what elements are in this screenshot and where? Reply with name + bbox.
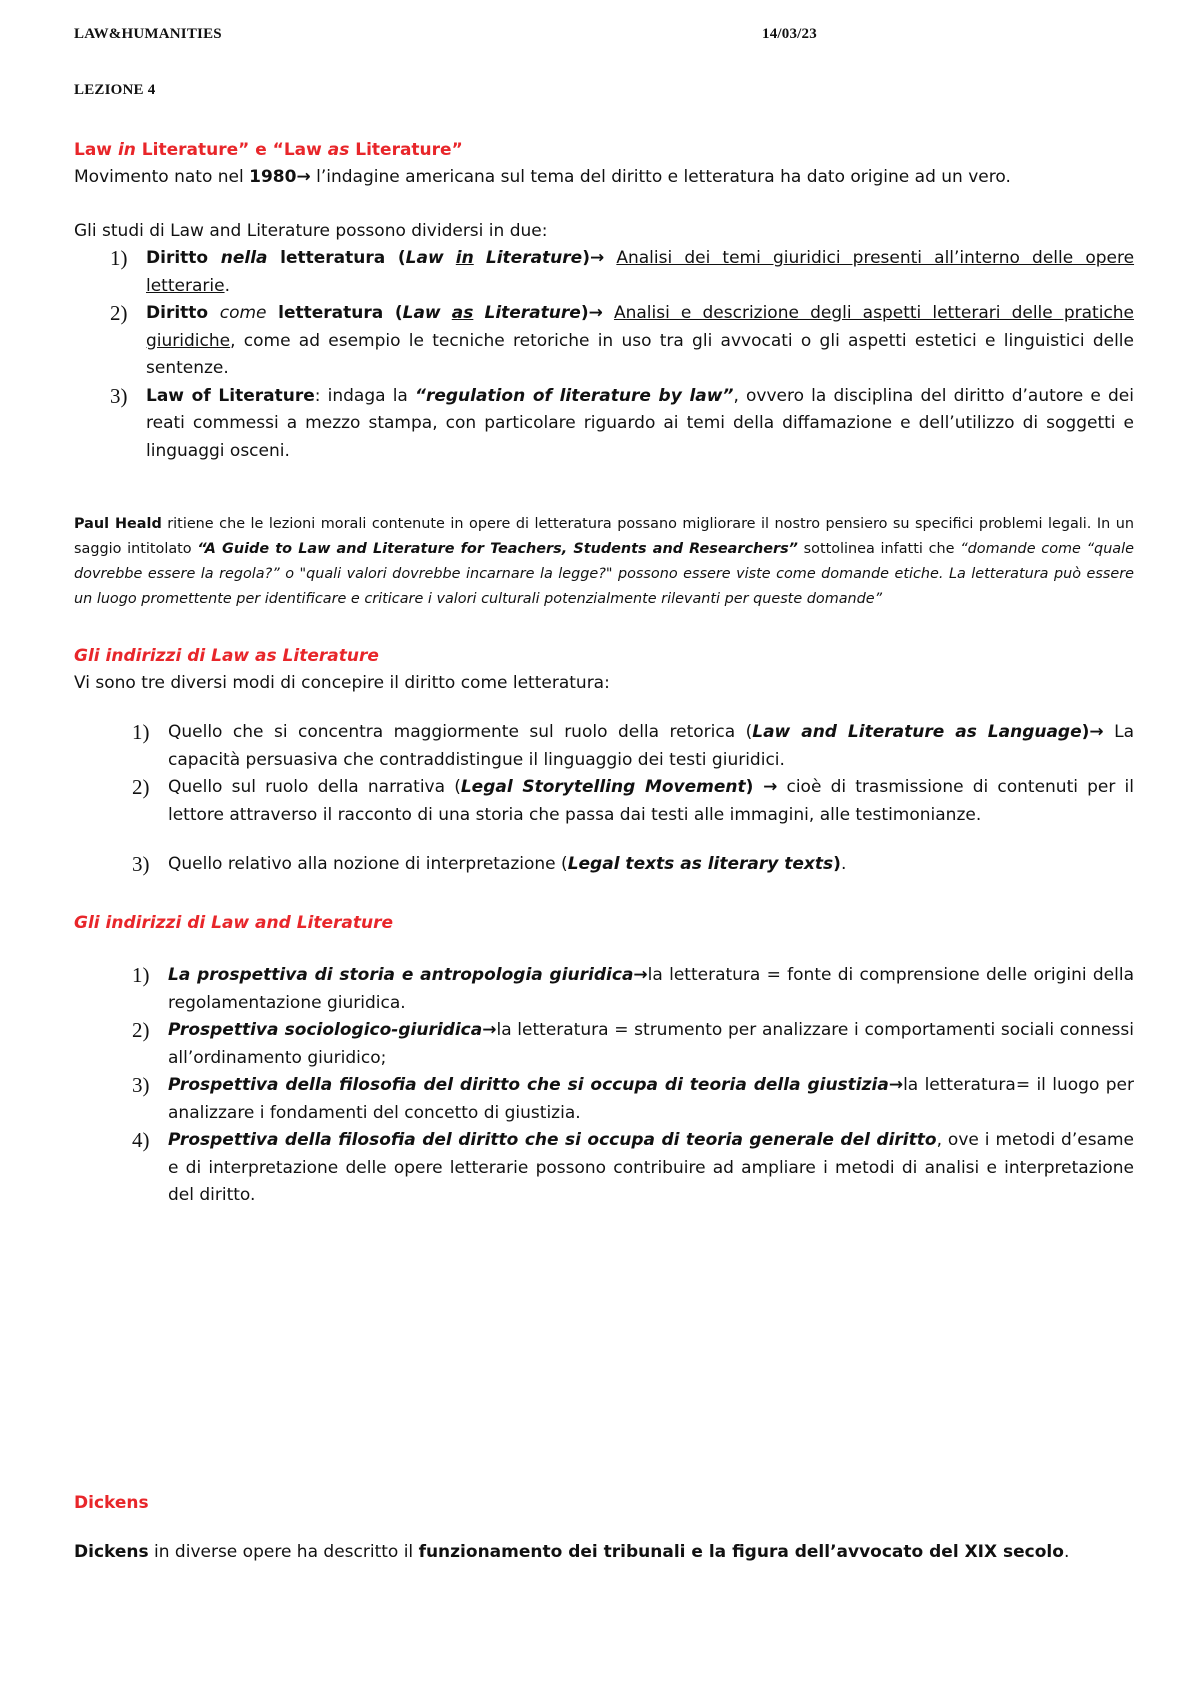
list-item: 1) Quello che si concentra maggiormente sul ruolo della retorica (Law and Literature as Language)→ La capacità persuasiva che contraddistingue il linguaggio dei testi giuridici.: [132, 720, 1135, 770]
list-item: 3) Law of Literature: indaga la “regulation of literature by law”, ovvero la disciplina del diritto d’autore e dei reati commessi a mezzo stampa, con particolare riguardo ai temi della diffamazione e dell’utilizzo di soggetti e linguaggi osceni.: [110, 383, 1134, 461]
section-intro: Movimento nato nel 1980→ l’indagine americana sul tema del diritto e letteratura ha dato origine ad un vero.: [74, 167, 1011, 187]
section-title: Gli indirizzi di Law as Literature: [74, 646, 379, 666]
list-item: 2) Quello sul ruolo della narrativa (Legal Storytelling Movement) → cioè di trasmissione di contenuti per il lettore attraverso il racconto di una storia che passa dai testi alle immagini, alle testimonianze.: [132, 775, 1134, 825]
list-item: 1) La prospettiva di storia e antropologia giuridica→la letteratura = fonte di comprensione delle origini della regolamentazione giuridica.: [132, 963, 1134, 1013]
header-date: 14/03/23: [762, 26, 817, 42]
header-course: LAW&HUMANITIES: [74, 26, 222, 42]
section-title: Dickens: [74, 1493, 149, 1513]
list-item: 3) Prospettiva della filosofia del diritto che si occupa di teoria della giustizia→la letteratura= il luogo per analizzare i fondamenti del concetto di giustizia.: [132, 1073, 1134, 1123]
law-as-literature-list: [132, 719, 1135, 879]
studies-intro: Gli studi di Law and Literature possono dividersi in due:: [74, 221, 548, 241]
section-law-in-literature: [74, 137, 1134, 465]
section-title: Gli indirizzi di Law and Literature: [74, 913, 394, 933]
dickens-paragraph: Dickens in diverse opere ha descritto il funzionamento dei tribunali e la figura dell’avvocato del XIX secolo.: [74, 1542, 1070, 1562]
list-item: 3) Quello relativo alla nozione di interpretazione (Legal texts as literary texts).: [132, 852, 847, 876]
section-law-as-literature: [74, 643, 1134, 879]
list-item: 1) Diritto nella letteratura (Law in Literature)→ Analisi dei temi giuridici presenti all’interno delle opere letterarie.: [110, 246, 1135, 296]
arrow-right-icon: →: [482, 1020, 497, 1040]
section-dickens: [74, 1490, 1134, 1566]
list-item: 2) Prospettiva sociologico-giuridica→la letteratura = strumento per analizzare i comportamenti sociali connessi all’ordinamento giuridico;: [132, 1018, 1134, 1068]
law-and-literature-list: [132, 962, 1134, 1210]
arrow-right-icon: →: [888, 1075, 904, 1095]
lesson-title: LEZIONE 4: [74, 82, 156, 98]
section-intro: Vi sono tre diversi modi di concepire il diritto come letteratura:: [74, 673, 610, 693]
list-item: 4) Prospettiva della filosofia del diritto che si occupa di teoria generale del diritto, ove i metodi d’esame e di interpretazione delle opere letterarie possono contribuire ad ampliare i metodi di analisi e interpretazione del diritto.: [132, 1128, 1134, 1205]
arrow-right-icon: →: [296, 167, 311, 187]
arrow-right-icon: →: [633, 965, 648, 985]
section-title: Law in Literature” e “Law as Literature”: [74, 140, 463, 160]
section-law-and-literature: [74, 910, 1134, 1210]
studies-list: [110, 245, 1135, 465]
list-item: 2) Diritto come letteratura (Law as Literature)→ Analisi e descrizione degli aspetti letterari delle pratiche giuridiche, come ad esempio le tecniche retoriche in uso tra gli avvocati o gli aspetti estetici e linguistici delle sentenze.: [110, 301, 1135, 378]
heald-paragraph: Paul Heald ritiene che le lezioni morali contenute in opere di letteratura possano migliorare il nostro pensiero su specifici problemi legali. In un saggio intitolato “A Guide to Law and Literature for Teachers, Students and Researchers” sottolinea infatti che “domande come “quale dovrebbe essere la regola?” o "quali valori dovrebbe incarnare la legge?" possono essere viste come domande etiche. La letteratura può essere un luogo promettente per identificare e criticare i valori culturali potenzialmente rilevanti per queste domande”: [74, 516, 1134, 607]
